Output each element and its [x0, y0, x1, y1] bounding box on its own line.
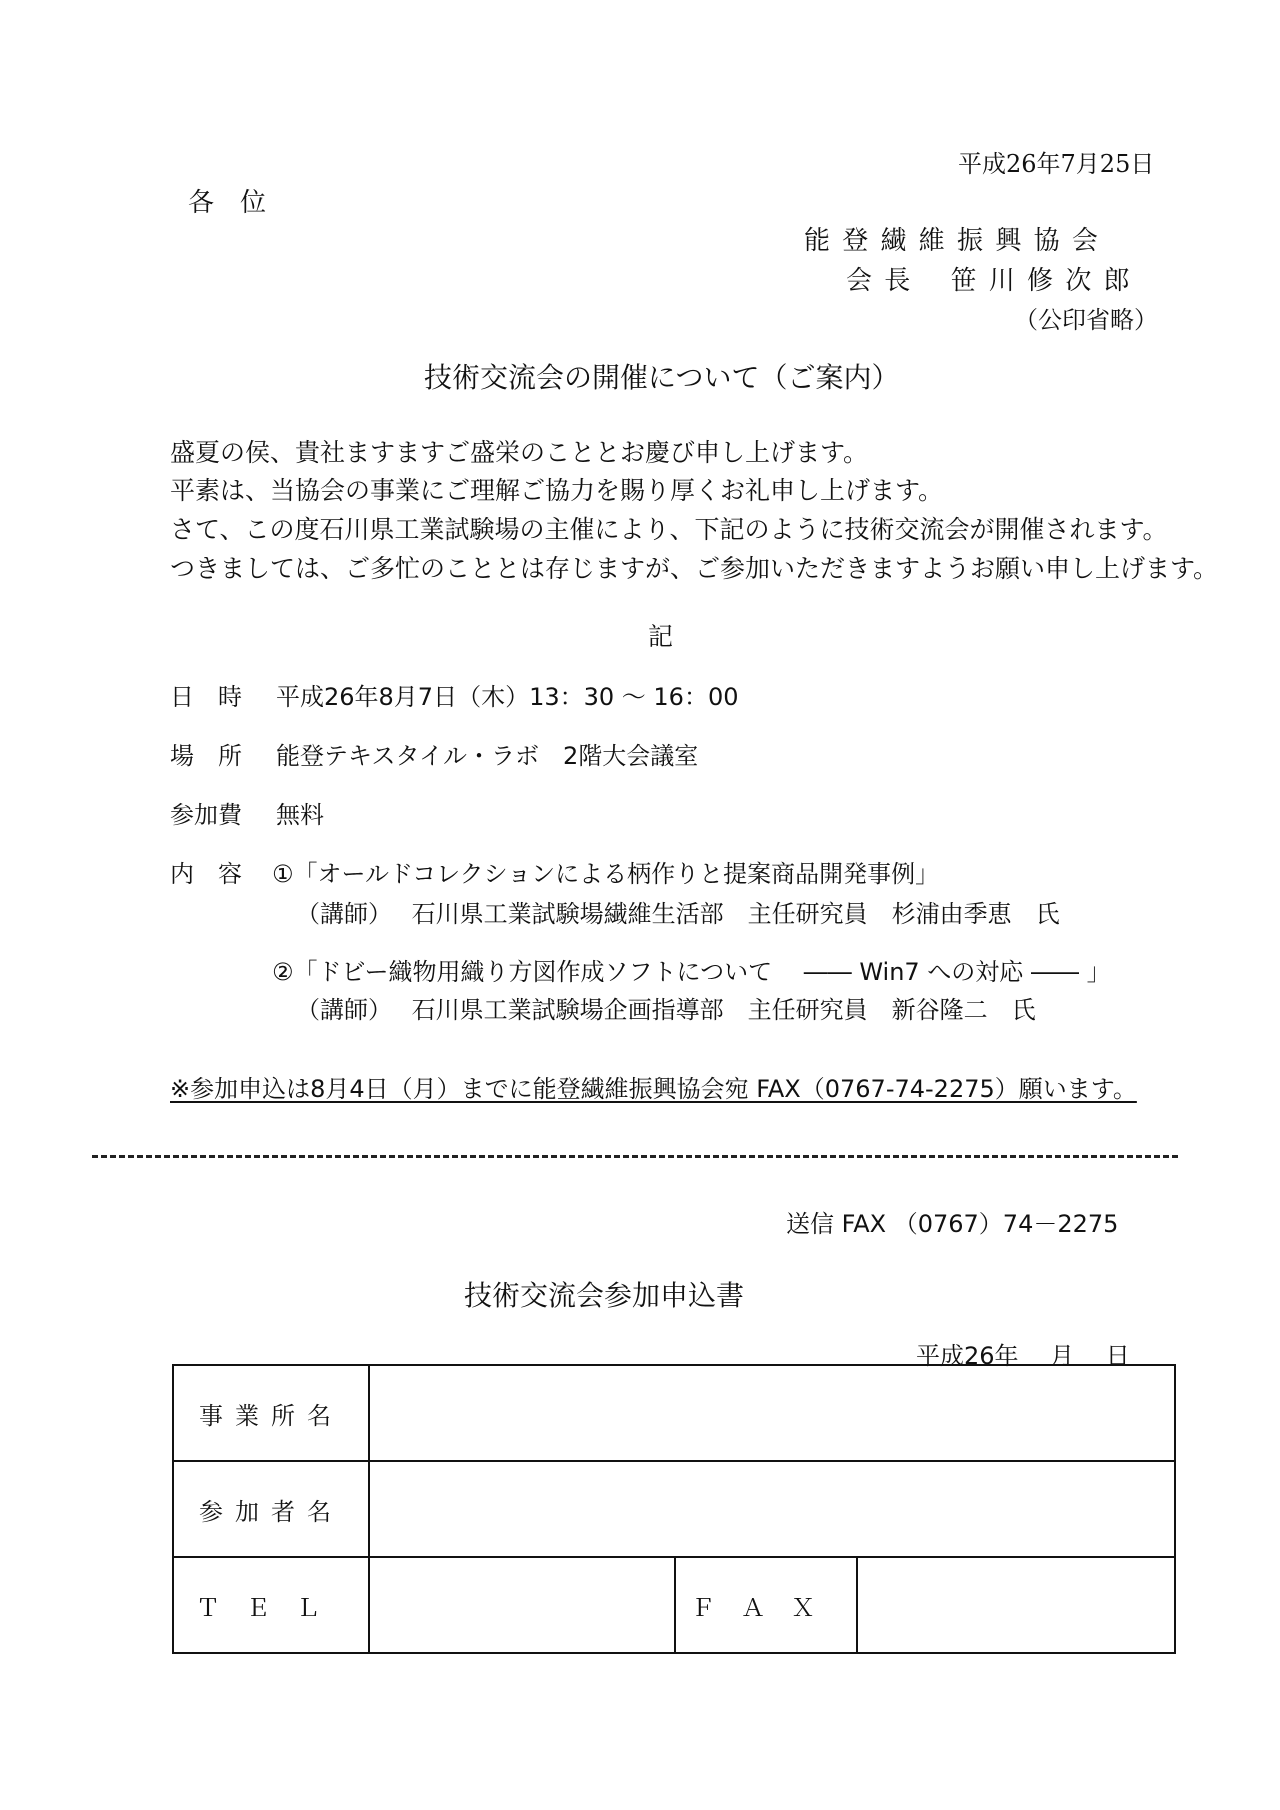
form-date: 平成26年 月 日	[916, 1342, 1130, 1370]
body-line: 平素は、当協会の事業にご理解ご協力を賜り厚くお礼申し上げます。	[170, 476, 944, 505]
place-label: 場 所	[170, 742, 242, 770]
datetime-value: 平成26年8月7日（木）13：30 ～ 16：00	[276, 683, 739, 711]
fee-value: 無料	[276, 801, 324, 829]
seal-note: （公印省略）	[1014, 306, 1158, 334]
fax-field[interactable]	[857, 1557, 1175, 1653]
deadline-note: ※参加申込は8月4日（月）までに能登繊維振興協会宛 FAX（0767-74-2275）願います。	[170, 1075, 1137, 1103]
application-form-table	[172, 1364, 1176, 1654]
attendee-row	[173, 1461, 1175, 1557]
cut-line	[92, 1155, 1178, 1158]
letter-date: 平成26年7月25日	[958, 150, 1155, 178]
body-line: つきましては、ご多忙のこととは存じますが、ご参加いただきますようお願い申し上げます。	[170, 554, 1219, 583]
body-line: さて、この度石川県工業試験場の主催により、下記のように技術交流会が開催されます。	[170, 515, 1168, 544]
topic-1: ①「オールドコレクションによる柄作りと提案商品開発事例」	[272, 860, 940, 888]
lecturer-2: （講師） 石川県工業試験場企画指導部 主任研究員 新谷隆二 氏	[296, 996, 1036, 1024]
sender-organization: 能 登 繊 維 振 興 協 会	[804, 226, 1100, 256]
attendee-field[interactable]	[369, 1461, 1175, 1557]
company-field[interactable]	[369, 1365, 1175, 1461]
contact-row	[173, 1557, 1175, 1653]
fax-destination: 送信 FAX （0767）74－2275	[786, 1210, 1119, 1238]
attendee-label: 参加者名	[173, 1461, 369, 1557]
place-value: 能登テキスタイル・ラボ 2階大会議室	[276, 742, 699, 770]
body-line: 盛夏の侯、貴社ますますご盛栄のこととお慶び申し上げます。	[170, 438, 869, 467]
company-row	[173, 1365, 1175, 1461]
recipients: 各 位	[188, 188, 267, 218]
topic-2: ②「ドビー織物用織り方図作成ソフトについて ―― Win7 への対応 ―― 」	[272, 958, 1111, 986]
form-title: 技術交流会参加申込書	[464, 1279, 745, 1312]
lecturer-1: （講師） 石川県工業試験場繊維生活部 主任研究員 杉浦由季恵 氏	[296, 900, 1060, 928]
company-label: 事業所名	[173, 1365, 369, 1461]
tel-field[interactable]	[369, 1557, 675, 1653]
datetime-label: 日 時	[170, 683, 242, 711]
notice-title: 技術交流会の開催について（ご案内）	[424, 361, 900, 394]
sender-name: 会 長 笹 川 修 次 郎	[846, 266, 1132, 296]
tel-label: ＴＥＬ	[173, 1557, 369, 1653]
content-label: 内 容	[170, 860, 242, 888]
fee-label: 参加費	[170, 801, 242, 829]
fax-label: ＦＡＸ	[675, 1557, 857, 1653]
ki-heading: 記	[648, 622, 674, 651]
